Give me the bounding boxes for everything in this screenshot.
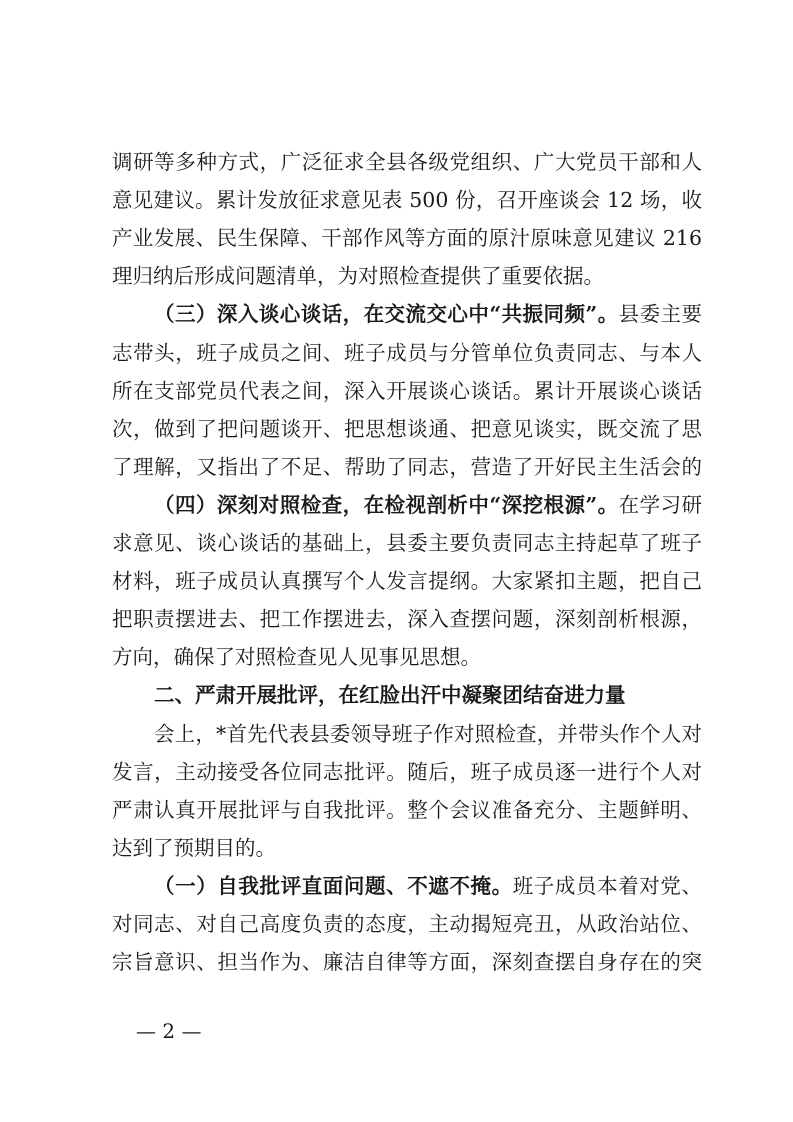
text-line (112, 719, 702, 749)
text-line (112, 299, 702, 329)
text-line (112, 757, 702, 787)
line-text: 班子成员本着对党、 (512, 873, 702, 898)
text-line (112, 223, 702, 253)
line-text: 意见建议。累计发放征求意见表 500 份，召开座谈会 12 场，收 (112, 188, 702, 213)
text-line (112, 795, 702, 825)
line-text: 发言，主动接受各位同志批评。随后，班子成员逐一进行个人对 (112, 759, 702, 784)
text-line (112, 947, 702, 977)
text-line (112, 452, 702, 482)
text-line (112, 833, 702, 863)
text-line (112, 147, 702, 177)
line-text: 会上，*首先代表县委领导班子作对照检查，并带头作个人对 (154, 721, 702, 746)
line-text: 二、严肃开展批评，在红脸出汗中凝聚团结奋进力量 (154, 683, 626, 708)
line-text: 次，做到了把问题谈开、把思想谈通、把意见谈实，既交流了思 (112, 416, 702, 441)
text-line (112, 261, 702, 291)
line-text: 达到了预期目的。 (112, 835, 276, 860)
text-line (112, 338, 702, 368)
line-text: 把职责摆进去、把工作摆进去，深入查摆问题，深刻剖析根源， (112, 607, 702, 632)
text-line (112, 566, 702, 596)
line-text: 在学习研 (618, 492, 702, 517)
line-text: 调研等多种方式，广泛征求全县各级党组织、广大党员干部和人 (112, 150, 702, 174)
line-text: 对同志、对自己高度负责的态度，主动揭短亮丑，从政治站位、 (112, 912, 702, 936)
line-text: 材料，班子成员认真撰写个人发言提纲。大家紧扣主题，把自己 (112, 569, 702, 594)
subheading-text: （三）深入谈心谈话，在交流交心中“共振同频”。 (154, 302, 619, 327)
text-line (112, 376, 702, 406)
line-text: 志带头，班子成员之间、班子成员与分管单位负责同志、与本人 (112, 340, 702, 365)
text-line (112, 642, 702, 672)
line-text: 产业发展、民生保障、干部作风等方面的原汁原味意见建议 216 (112, 226, 702, 251)
line-text: 理归纳后形成问题清单，为对照检查提供了重要依据。 (112, 264, 604, 289)
text-line (112, 185, 702, 215)
text-line (112, 528, 702, 558)
subheading-text: （一）自我批评直面问题、不遮不掩。 (154, 873, 513, 898)
section-heading (112, 680, 702, 710)
subheading-text: （四）深刻对照检查，在检视剖析中“深挖根源”。 (154, 492, 619, 517)
text-line (112, 604, 702, 634)
page-number: — 2 — (136, 1019, 202, 1043)
text-line (112, 909, 702, 939)
text-line (112, 414, 702, 444)
line-text: 所在支部党员代表之间，深入开展谈心谈话。累计开展谈心谈话 (112, 378, 702, 403)
line-text: 严肃认真开展批评与自我批评。整个会议准备充分、主题鲜明、 (112, 797, 702, 822)
line-text: 方向，确保了对照检查见人见事见思想。 (112, 645, 481, 670)
text-line (112, 490, 702, 520)
text-line (112, 871, 702, 901)
line-text: 宗旨意识、担当作为、廉洁自律等方面，深刻查摆自身存在的突 (112, 950, 702, 975)
line-text: 县委主要 (618, 302, 702, 327)
line-text: 求意见、谈心谈话的基础上，县委主要负责同志主持起草了班子 (112, 531, 702, 555)
line-text: 了理解，又指出了不足、帮助了同志，营造了开好民主生活会的 (112, 454, 702, 479)
